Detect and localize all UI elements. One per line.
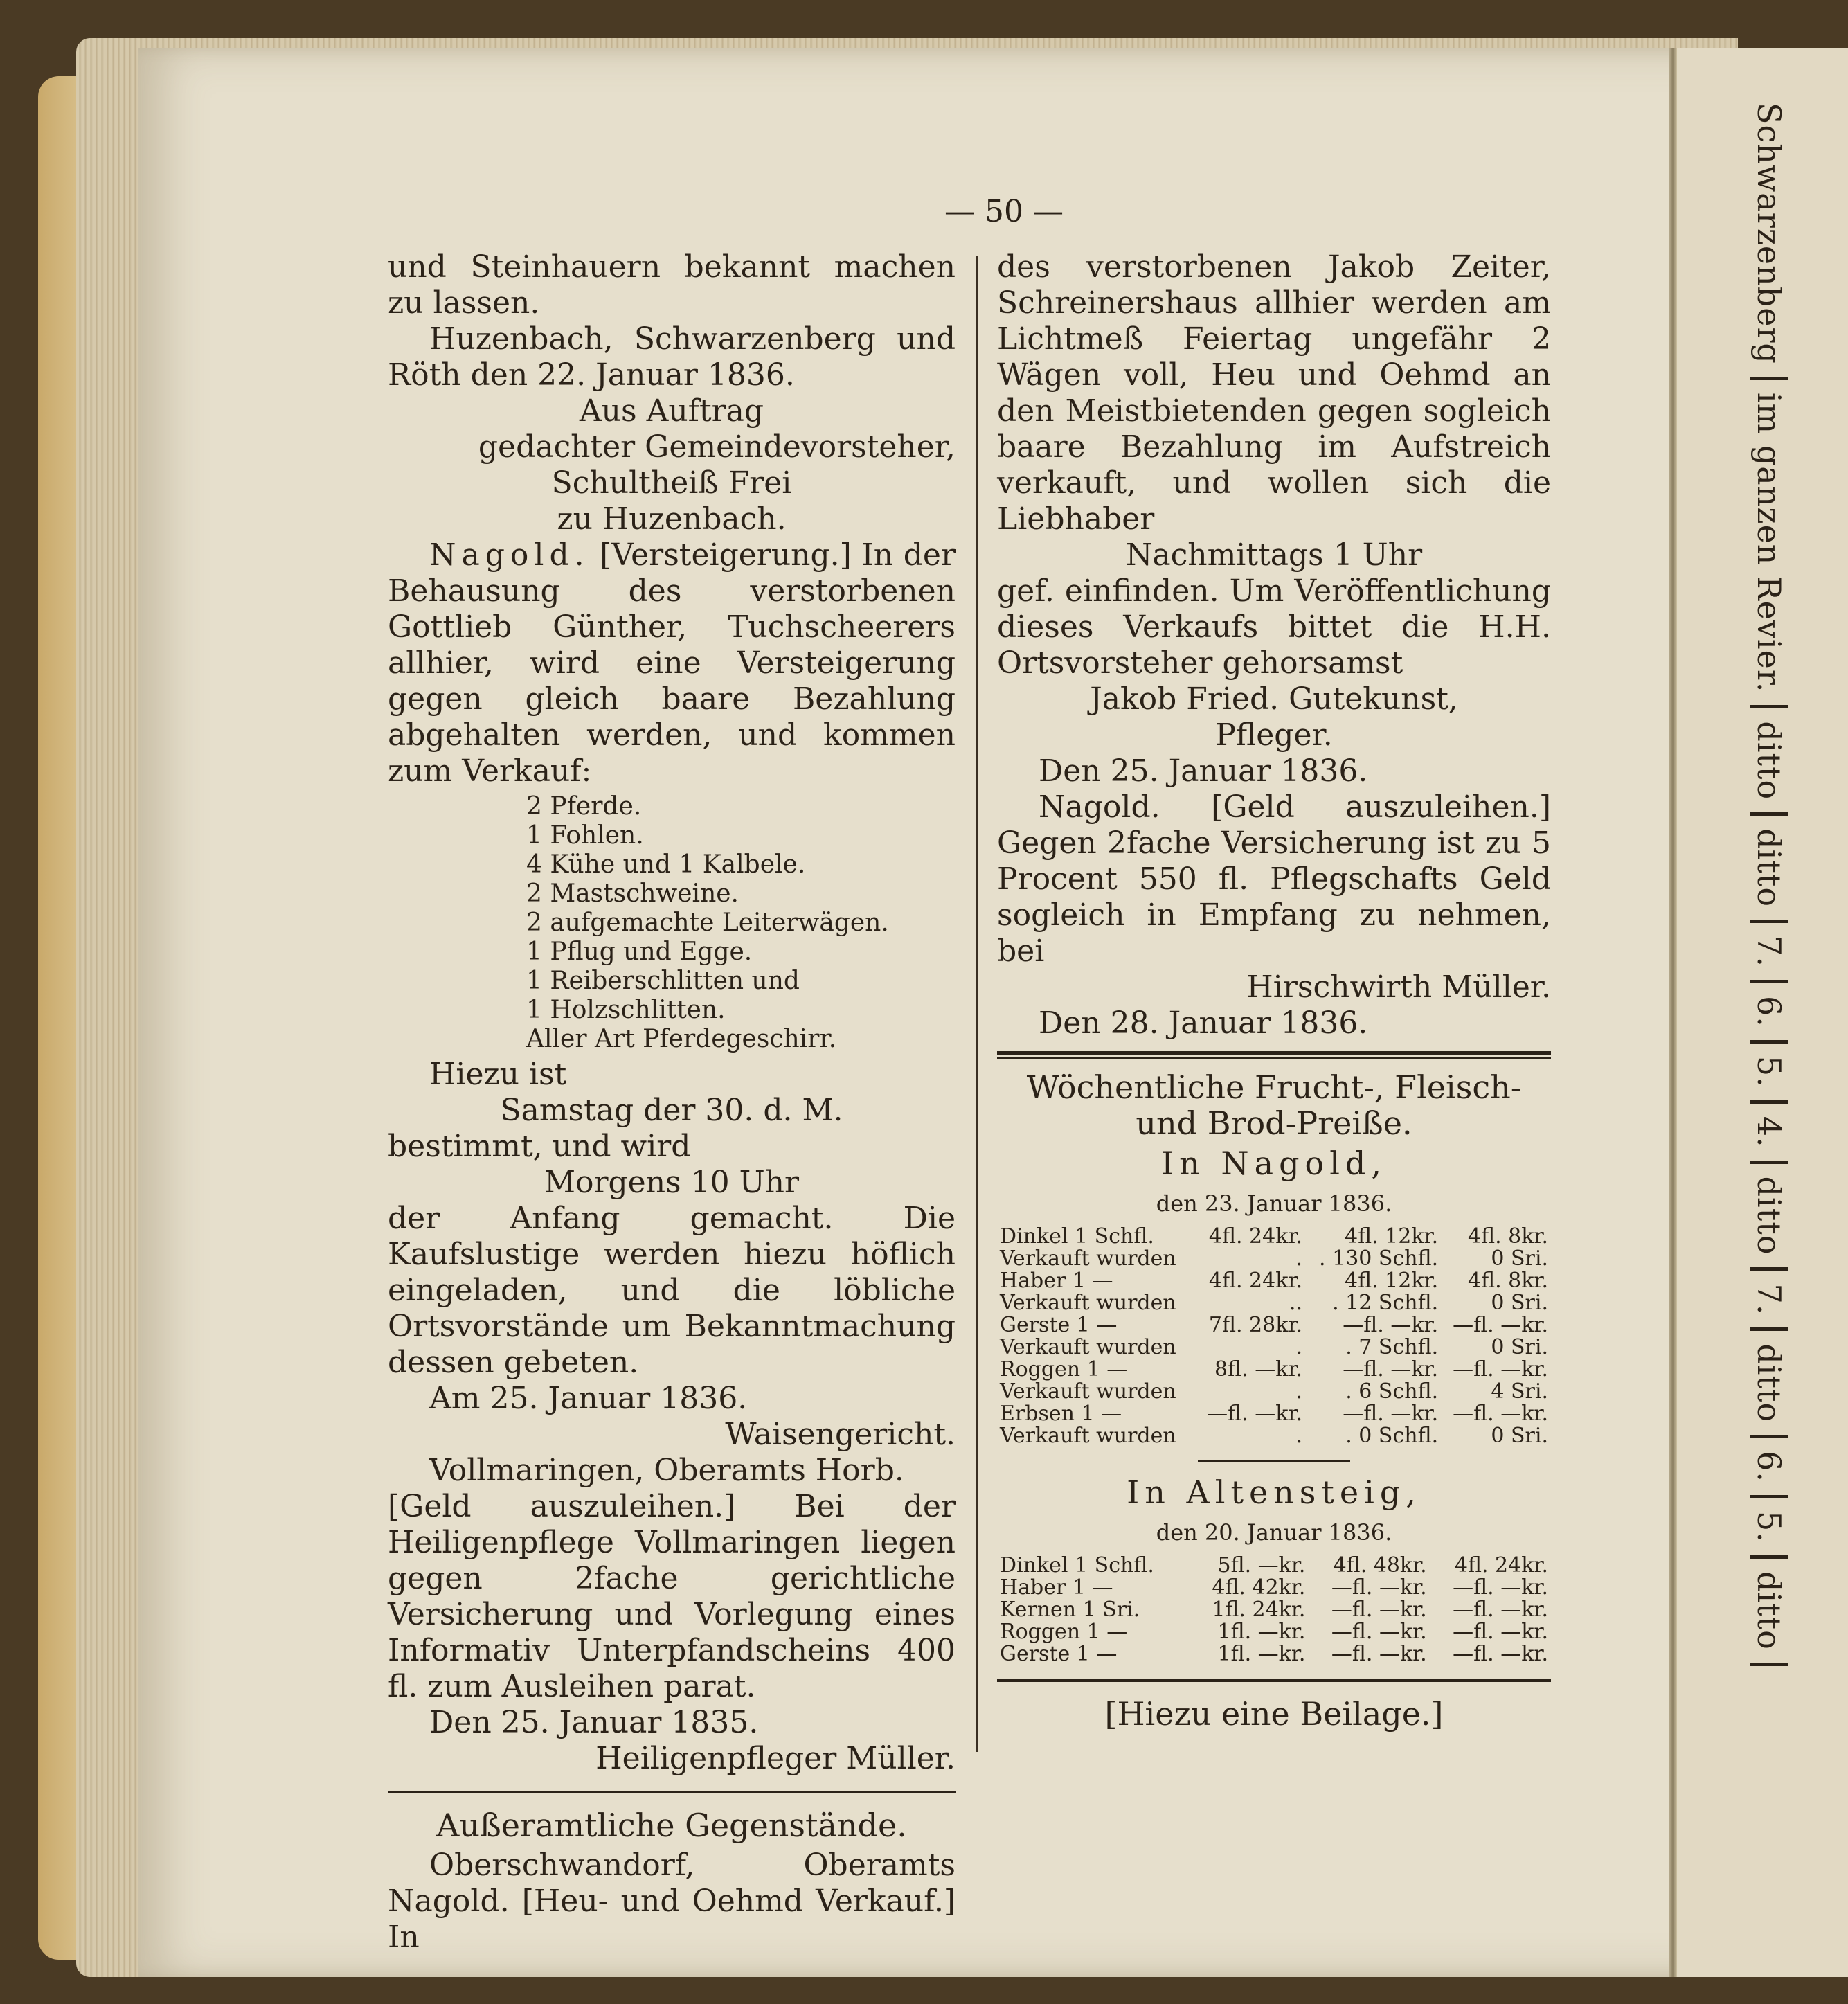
price-value: 5fl. —kr.: [1217, 1553, 1306, 1577]
notice-date: Den 28. Januar 1836.: [1039, 1005, 1368, 1041]
section-rule: [388, 1791, 956, 1793]
strip-label: ditto: [1750, 816, 1788, 923]
left-column: [388, 249, 956, 1956]
price-value: 1fl. —kr.: [1217, 1620, 1306, 1644]
notice-line: Morgens 10 Uhr: [544, 1165, 800, 1200]
notice-signature: Jakob Fried. Gutekunst,: [1090, 681, 1458, 717]
price-value: —fl. —kr.: [1453, 1313, 1548, 1337]
price-row: [997, 1270, 1551, 1292]
auction-item: 1 Reiberschlitten und: [526, 967, 800, 995]
left-place-date: Huzenbach, Schwarzenberg und Röth den 22. Januar 1836.: [388, 321, 956, 393]
price-value: —fl. —kr.: [1331, 1620, 1427, 1644]
price-row: [997, 1314, 1551, 1336]
price-row: [997, 1599, 1551, 1621]
left-signature-line: zu Huzenbach.: [557, 501, 787, 537]
strip-label: 6.: [1750, 1438, 1788, 1498]
price-value: . 6 Schfl.: [1345, 1379, 1439, 1404]
price-row: [997, 1425, 1551, 1447]
auction-items-list: [388, 792, 956, 1054]
strip-label: Schwarzenberg: [1750, 90, 1788, 380]
price-value: —fl. —kr.: [1331, 1575, 1427, 1600]
price-value: 1fl. 24kr.: [1212, 1598, 1306, 1622]
price-value: .: [1295, 1379, 1302, 1404]
page-number: — 50 —: [944, 194, 1064, 229]
price-value: 4 Sri.: [1491, 1379, 1548, 1404]
price-value: 4fl. 12kr.: [1345, 1269, 1439, 1293]
price-value: 4fl. 24kr.: [1208, 1224, 1302, 1249]
notice-date: Den 25. Januar 1836.: [1039, 753, 1368, 789]
notice-date: Am 25. Januar 1836.: [429, 1381, 748, 1416]
nagold-date: den 23. Januar 1836.: [1156, 1190, 1392, 1217]
price-value: .: [1295, 1424, 1302, 1448]
price-label: Gerste 1 —: [1000, 1642, 1118, 1666]
notice-text: [Versteigerung.] In der Behausung des verstorbenen Gottlieb Günther, Tuchscheerers allhier, wird eine Versteigerung gegen gleich baare Bezahlung abgehalten werden, und kommen zum Verkauf:: [388, 537, 956, 789]
price-label: Dinkel 1 Schfl.: [1000, 1224, 1154, 1249]
strip-label: ditto: [1750, 1164, 1788, 1271]
auction-item: 1 Fohlen.: [526, 821, 644, 850]
nagold-heading: In Nagold,: [1160, 1145, 1387, 1182]
auction-item: 2 aufgemachte Leiterwägen.: [526, 909, 889, 937]
price-value: . 130 Schfl.: [1319, 1246, 1439, 1271]
strip-label: ditto: [1750, 1331, 1788, 1438]
price-value: —fl. —kr.: [1343, 1313, 1439, 1337]
price-label: Verkauft wurden: [1000, 1291, 1176, 1315]
strip-label: 4.: [1750, 1104, 1788, 1164]
notice-signature: Hirschwirth Müller.: [1246, 969, 1551, 1005]
price-value: —fl. —kr.: [1343, 1402, 1439, 1426]
notice-line: gef. einfinden. Um Veröffentlichung dieses Verkaufs bittet die H.H. Ortsvorsteher gehorsamst: [997, 573, 1551, 681]
left-signature-line: Schultheiß Frei: [551, 465, 792, 501]
price-row: [997, 1577, 1551, 1599]
price-value: —fl. —kr.: [1453, 1620, 1548, 1644]
auction-item: 2 Mastschweine.: [526, 879, 739, 908]
strip-label: 6.: [1750, 983, 1788, 1044]
price-value: —fl. —kr.: [1453, 1402, 1548, 1426]
price-label: Roggen 1 —: [1000, 1620, 1128, 1644]
notice-signature: Waisengericht.: [725, 1417, 956, 1452]
price-value: . 12 Schfl.: [1332, 1291, 1439, 1315]
strip-label: 5.: [1750, 1044, 1788, 1104]
price-value: . 7 Schfl.: [1345, 1335, 1439, 1359]
price-row: [997, 1643, 1551, 1665]
notice-versteigerung: [388, 537, 956, 789]
notice-line: Hiezu ist: [429, 1057, 567, 1092]
price-label: Gerste 1 —: [1000, 1313, 1118, 1337]
notice-vollmaringen-place: Vollmaringen, Oberamts Horb.: [429, 1453, 904, 1488]
left-signature-line: Aus Auftrag: [579, 393, 764, 429]
price-value: 4fl. 42kr.: [1212, 1575, 1306, 1600]
price-value: 0 Sri.: [1491, 1335, 1548, 1359]
price-row: [997, 1381, 1551, 1403]
price-row: [997, 1621, 1551, 1643]
price-value: 4fl. 48kr.: [1333, 1553, 1427, 1577]
auction-item: 1 Pflug und Egge.: [526, 938, 753, 966]
strip-label: 7.: [1750, 923, 1788, 983]
strip-label: ditto: [1750, 1559, 1788, 1666]
price-value: 4fl. 8kr.: [1467, 1224, 1548, 1249]
price-value: 1fl. —kr.: [1217, 1642, 1306, 1666]
nagold-prices-table: [997, 1226, 1551, 1447]
price-row: [997, 1248, 1551, 1270]
column-divider: [976, 256, 978, 1752]
next-page-strip: [1677, 48, 1848, 1977]
strip-label: 5.: [1750, 1498, 1788, 1559]
section-title: Außeramtliche Gegenstände.: [436, 1807, 907, 1844]
prices-title: Wöchentliche Frucht-, Fleisch- und Brod-Preiße.: [1026, 1068, 1522, 1142]
price-value: . 0 Schfl.: [1345, 1424, 1439, 1448]
price-value: 4fl. 12kr.: [1345, 1224, 1439, 1249]
price-value: 4fl. 24kr.: [1208, 1269, 1302, 1293]
altensteig-heading: In Altensteig,: [1127, 1474, 1421, 1511]
price-value: .: [1295, 1335, 1302, 1359]
price-value: —fl. —kr.: [1453, 1575, 1548, 1600]
short-rule: [1198, 1460, 1350, 1462]
price-row: [997, 1403, 1551, 1425]
right-column: [997, 249, 1551, 1736]
notice-signature: Pfleger.: [1215, 717, 1333, 753]
altensteig-prices-table: [997, 1555, 1551, 1665]
price-row: [997, 1336, 1551, 1359]
price-row: [997, 1292, 1551, 1314]
price-label: Roggen 1 —: [1000, 1357, 1128, 1381]
price-value: —fl. —kr.: [1453, 1357, 1548, 1381]
auction-item: 2 Pferde.: [526, 792, 642, 821]
auction-item: 1 Holzschlitten.: [526, 996, 726, 1024]
altensteig-date: den 20. Januar 1836.: [1156, 1519, 1392, 1546]
price-label: Verkauft wurden: [1000, 1379, 1176, 1404]
left-continuation-line: und Steinhauern bekannt machen zu lassen.: [388, 249, 956, 321]
strip-label: ditto: [1750, 708, 1788, 816]
footer-rule: [997, 1679, 1551, 1682]
notice-oberschwandorf: Oberschwandorf, Oberamts Nagold. [Heu- und Oehmd Verkauf.] In: [388, 1848, 956, 1955]
auction-item: Aller Art Pferdegeschirr.: [526, 1025, 837, 1053]
notice-line: Nachmittags 1 Uhr: [1125, 537, 1423, 573]
price-label: Kernen 1 Sri.: [1000, 1598, 1140, 1622]
section-rule: [997, 1051, 1551, 1059]
price-row: [997, 1226, 1551, 1248]
price-label: Dinkel 1 Schfl.: [1000, 1553, 1154, 1577]
notice-vollmaringen-text: [Geld auszuleihen.] Bei der Heiligenpflege Vollmaringen liegen gegen 2fache gerichtliche Versicherung und Vorlegung eines Informativ Unterpfandscheins 400 fl. zum Ausleihen parat.: [388, 1489, 956, 1704]
notice-geld-nagold: Nagold. [Geld auszuleihen.] Gegen 2fache Versicherung ist zu 5 Procent 550 fl. Pflegschafts Geld sogleich in Empfang zu nehmen, bei: [997, 789, 1551, 969]
price-value: 4fl. 8kr.: [1467, 1269, 1548, 1293]
notice-line: der Anfang gemacht. Die Kaufslustige werden hiezu höflich eingeladen, und die löbliche Ortsvorstände um Bekanntmachung dessen gebeten.: [388, 1201, 956, 1380]
price-row: [997, 1359, 1551, 1381]
price-value: —fl. —kr.: [1331, 1598, 1427, 1622]
footer-note: [Hiezu eine Beilage.]: [1104, 1695, 1444, 1733]
notice-date: Den 25. Januar 1835.: [429, 1705, 759, 1740]
left-signature-line: gedachter Gemeindevorsteher,: [478, 429, 956, 465]
price-row: [997, 1555, 1551, 1577]
price-label: Verkauft wurden: [1000, 1424, 1176, 1448]
price-label: Verkauft wurden: [1000, 1246, 1176, 1271]
strip-label: im ganzen Revier.: [1750, 380, 1788, 709]
price-value: 0 Sri.: [1491, 1424, 1548, 1448]
price-value: —fl. —kr.: [1453, 1642, 1548, 1666]
price-value: ..: [1289, 1291, 1302, 1315]
price-value: .: [1295, 1246, 1302, 1271]
price-value: —fl. —kr.: [1343, 1357, 1439, 1381]
notice-signature: Heiligenpfleger Müller.: [595, 1741, 956, 1776]
strip-label: 7.: [1750, 1271, 1788, 1331]
price-label: Haber 1 —: [1000, 1575, 1113, 1600]
page-fold: [1669, 48, 1677, 1977]
price-label: Verkauft wurden: [1000, 1335, 1176, 1359]
price-value: —fl. —kr.: [1207, 1402, 1302, 1426]
price-value: —fl. —kr.: [1453, 1598, 1548, 1622]
price-label: Erbsen 1 —: [1000, 1402, 1122, 1426]
price-label: Haber 1 —: [1000, 1269, 1113, 1293]
price-value: 7fl. 28kr.: [1208, 1313, 1302, 1337]
notice-line: Samstag der 30. d. M.: [500, 1093, 843, 1128]
price-value: 0 Sri.: [1491, 1291, 1548, 1315]
notice-continuation: des verstorbenen Jakob Zeiter, Schreinershaus allhier werden am Lichtmeß Feiertag ungefähr 2 Wägen voll, Heu und Oehmd an den Meistbietenden gegen sogleich baare Bezahlung im Aufstreich verkauft, und wollen sich die Liebhaber: [997, 249, 1551, 537]
price-value: 0 Sri.: [1491, 1246, 1548, 1271]
notice-line: bestimmt, und wird: [388, 1129, 691, 1164]
notice-place: Nagold.: [429, 537, 590, 573]
next-page-strip-text: [1750, 90, 1788, 1890]
auction-item: 4 Kühe und 1 Kalbele.: [526, 850, 806, 879]
price-value: —fl. —kr.: [1331, 1642, 1427, 1666]
price-value: 8fl. —kr.: [1214, 1357, 1302, 1381]
price-value: 4fl. 24kr.: [1454, 1553, 1548, 1577]
